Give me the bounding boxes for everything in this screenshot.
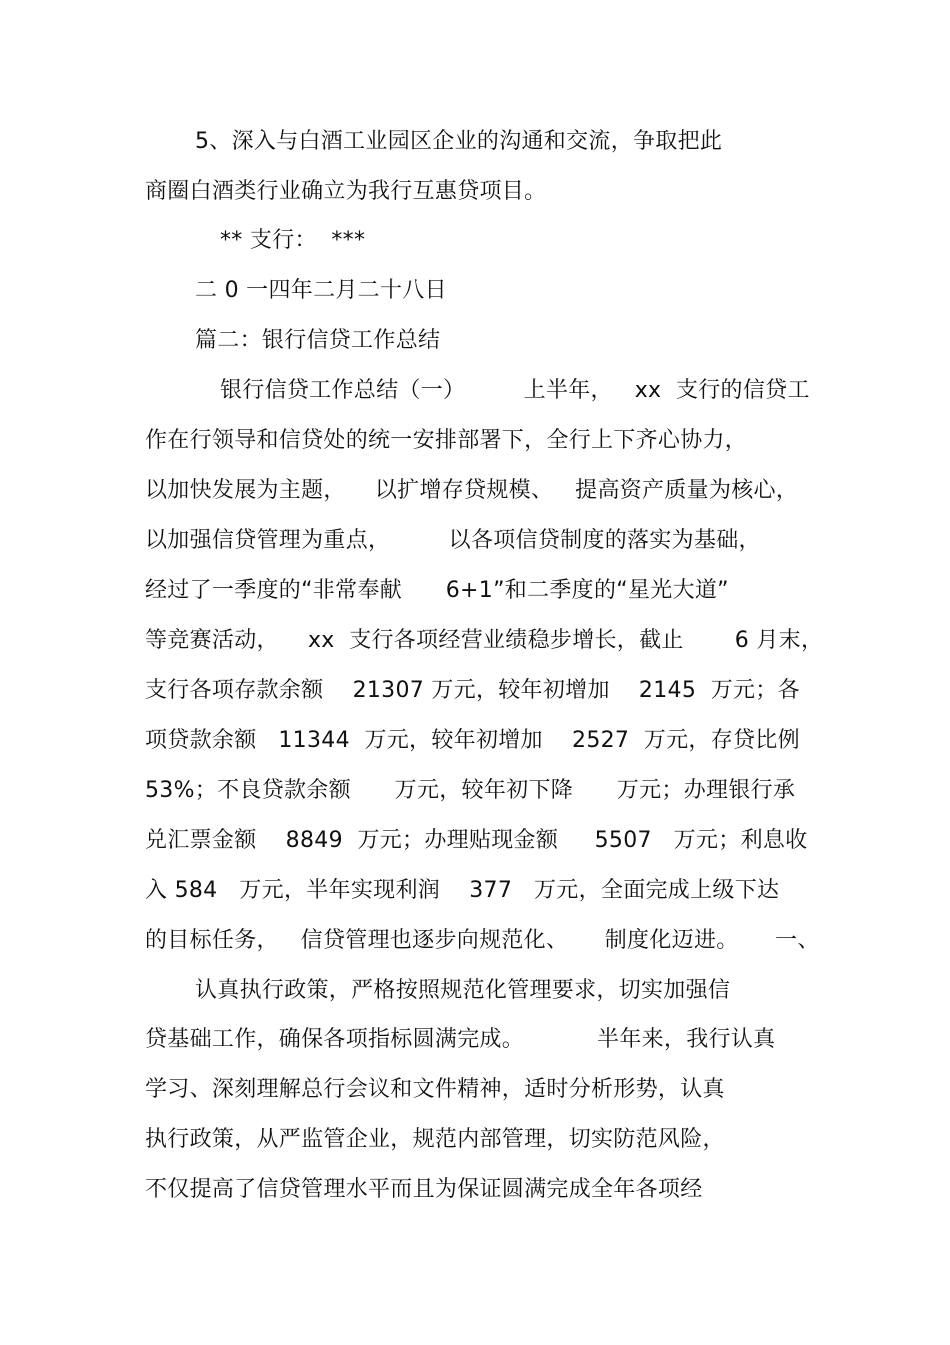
text-line-10: 经过了一季度的“非常奉献 6+1”和二季度的“星光大道” bbox=[145, 578, 729, 603]
text-line-3: ** 支行： *** bbox=[220, 228, 366, 253]
text-line-1: 5、深入与白酒工业园区企业的沟通和交流，争取把此 bbox=[195, 129, 723, 154]
text-line-11: 等竞赛活动， xx 支行各项经营业绩稳步增长，截止 6 月末， bbox=[145, 628, 824, 653]
text-line-22: 不仅提高了信贷管理水平而且为保证圆满完成全年各项经 bbox=[145, 1177, 703, 1202]
text-line-17: 的目标任务， 信贷管理也逐步向规范化、 制度化迈进。 一、 bbox=[145, 928, 820, 953]
text-line-2: 商圈白酒类行业确立为我行互惠贷项目。 bbox=[145, 179, 547, 204]
text-line-18: 认真执行政策，严格按照规范化管理要求，切实加强信 bbox=[195, 978, 731, 1003]
text-line-9: 以加强信贷管理为重点， 以各项信贷制度的落实为基础， bbox=[145, 528, 761, 553]
text-line-15: 兑汇票金额 8849 万元；办理贴现金额 5507 万元；利息收 bbox=[145, 828, 808, 853]
text-line-14: 53%；不良贷款余额 万元，较年初下降 万元；办理银行承 bbox=[145, 778, 796, 803]
text-line-20: 学习、深刻理解总行会议和文件精神，适时分析形势，认真 bbox=[145, 1077, 725, 1102]
text-line-12: 支行各项存款余额 21307 万元，较年初增加 2145 万元；各 bbox=[145, 678, 800, 703]
text-line-4: 二 0 一四年二月二十八日 bbox=[195, 278, 447, 303]
section-heading: 篇二：银行信贷工作总结 bbox=[195, 328, 441, 353]
text-line-19: 贷基础工作，确保各项指标圆满完成。 半年来，我行认真 bbox=[145, 1027, 776, 1052]
text-line-16: 入 584 万元，半年实现利润 377 万元，全面完成上级下达 bbox=[145, 878, 780, 903]
text-line-8: 以加快发展为主题， 以扩增存贷规模、 提高资产质量为核心， bbox=[145, 478, 799, 503]
text-line-21: 执行政策，从严监管企业，规范内部管理，切实防范风险， bbox=[145, 1127, 725, 1152]
text-line-13: 项贷款余额 11344 万元，较年初增加 2527 万元，存贷比例 bbox=[145, 728, 800, 753]
text-line-7: 作在行领导和信贷处的统一安排部署下，全行上下齐心协力， bbox=[145, 428, 748, 453]
text-line-6: 银行信贷工作总结（一） 上半年， xx 支行的信贷工 bbox=[220, 378, 810, 403]
